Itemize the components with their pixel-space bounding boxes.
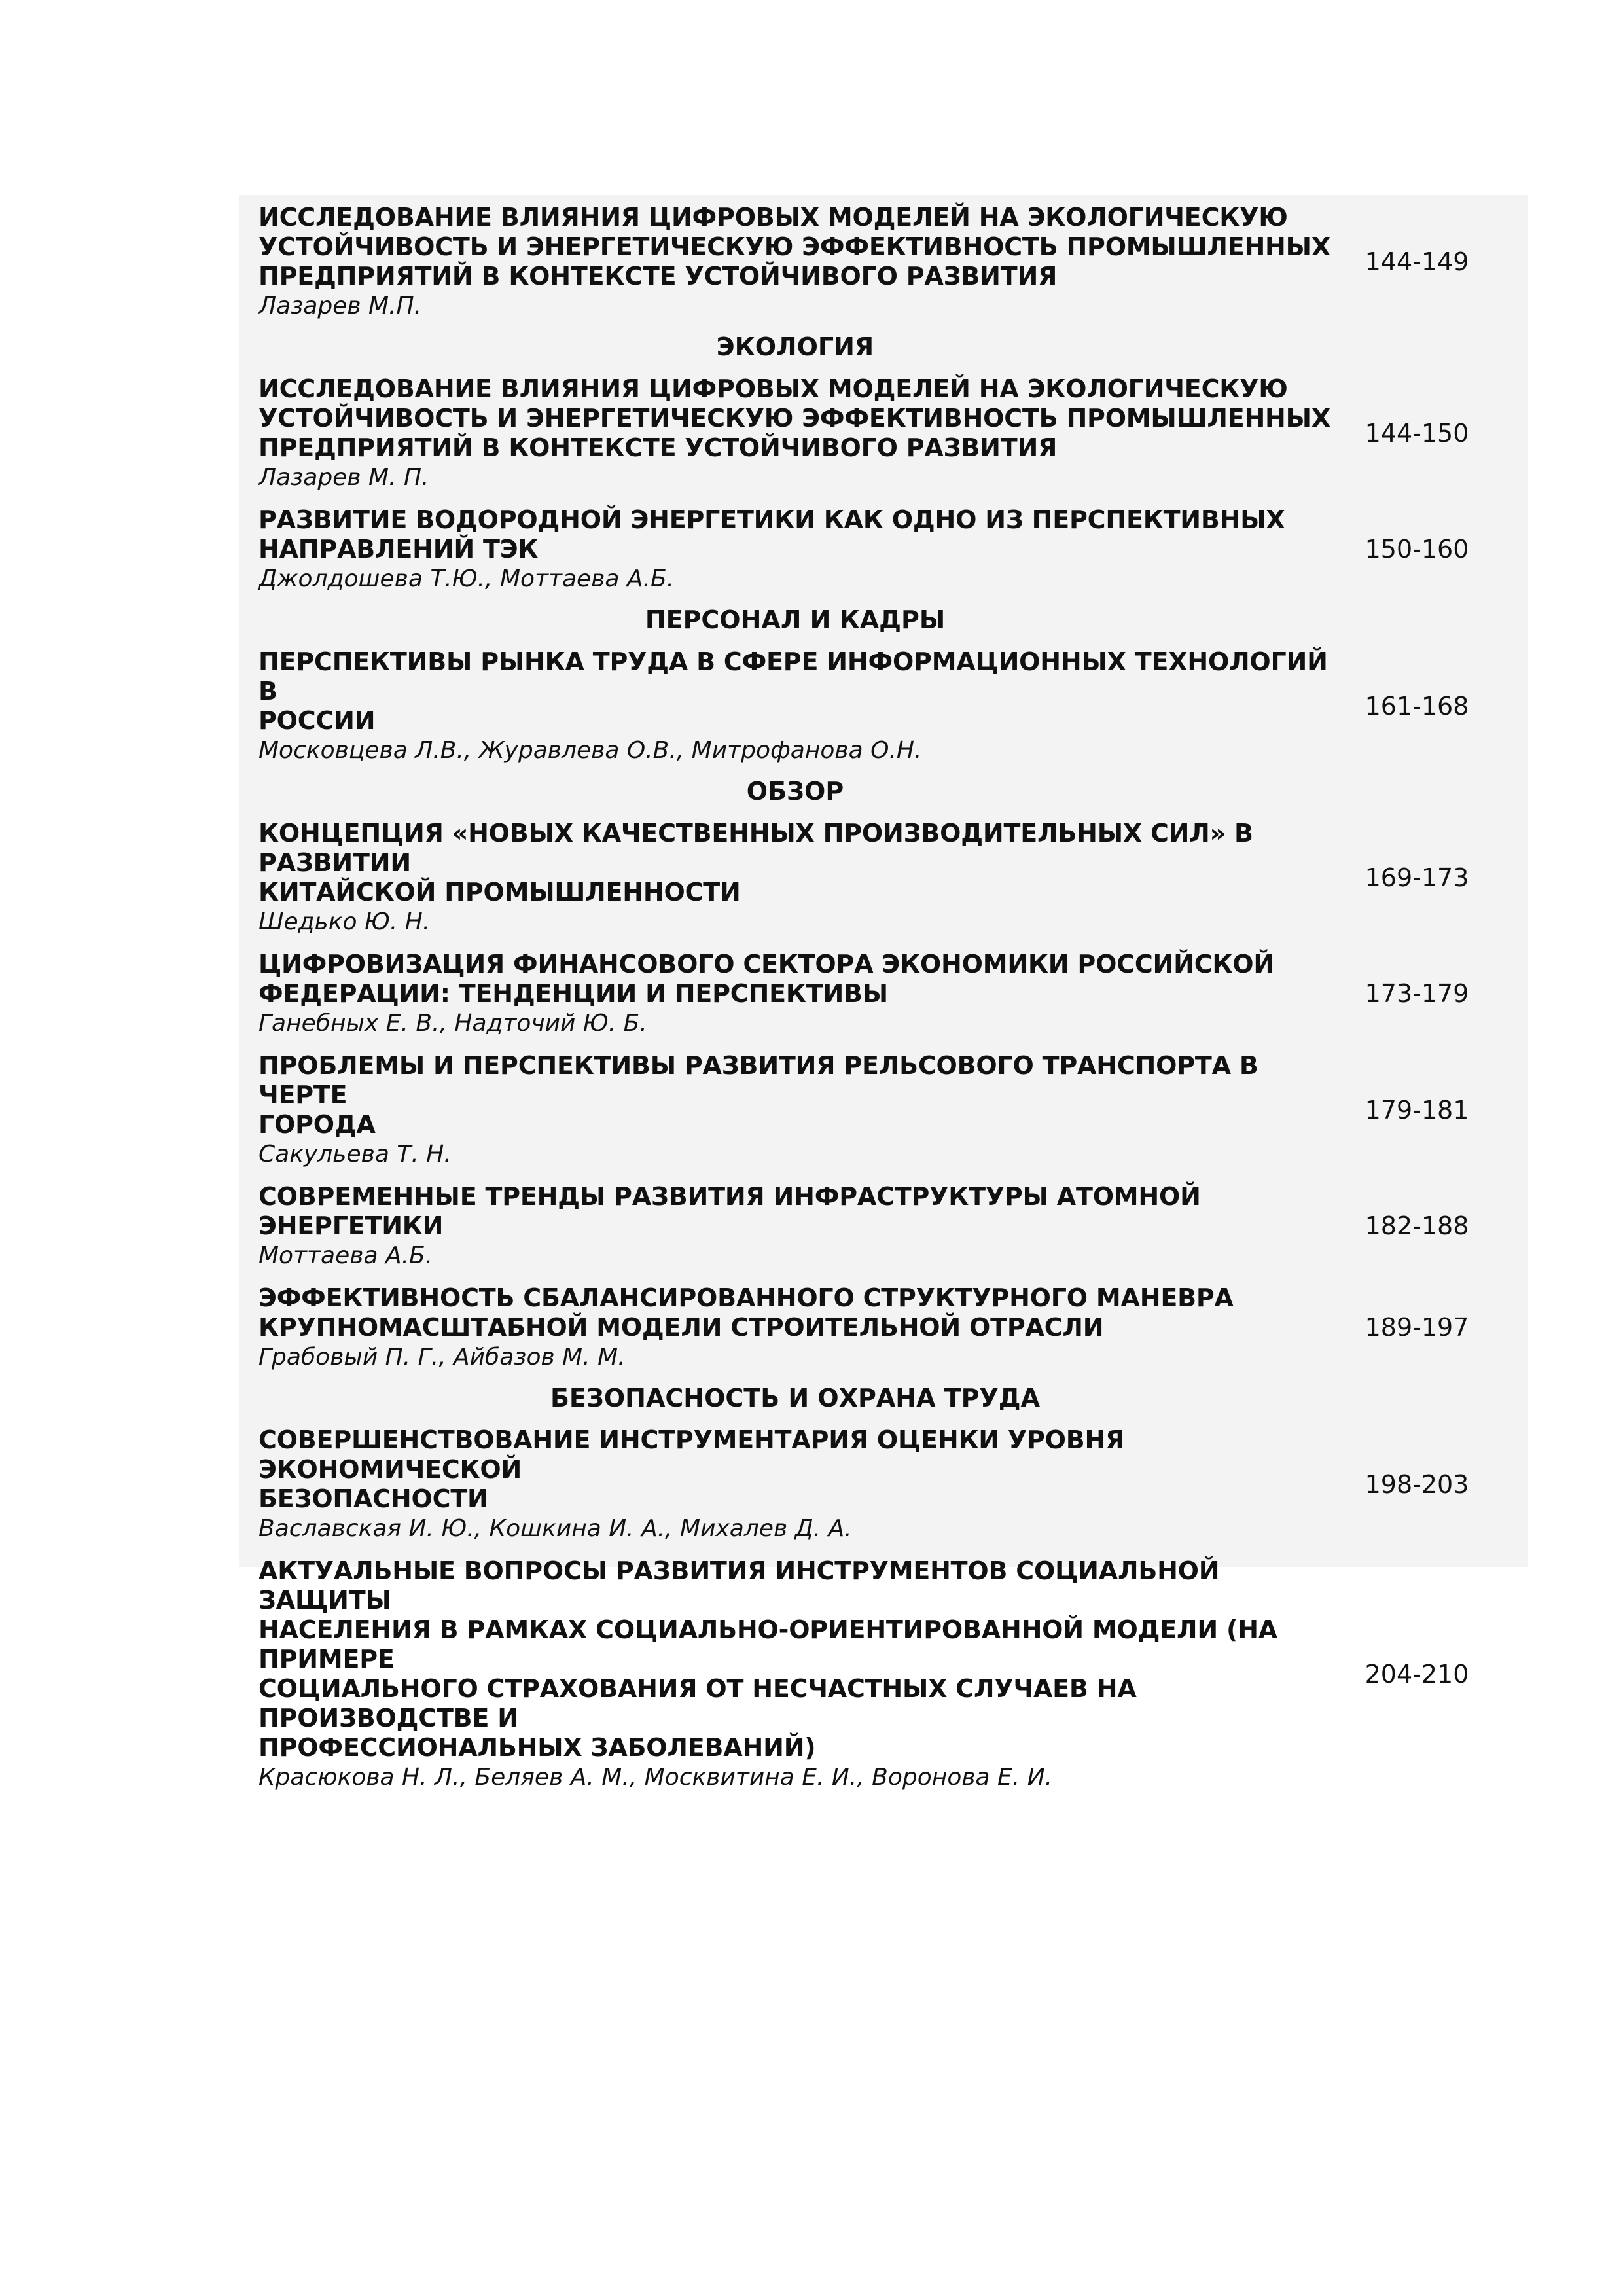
- page-range: 173-179: [1364, 979, 1469, 1008]
- article-title-line: ИССЛЕДОВАНИЕ ВЛИЯНИЯ ЦИФРОВЫХ МОДЕЛЕЙ НА ЭКОЛОГИЧЕСКУЮ: [259, 374, 1288, 403]
- article-authors: Джолдошева Т.Ю., Моттаева А.Б.: [259, 565, 675, 592]
- article-authors: Лазарев М.П.: [259, 293, 422, 319]
- article-authors: Сакульева Т. Н.: [259, 1141, 452, 1168]
- table-of-contents: [239, 195, 1528, 1791]
- section-heading: ОБЗОР: [746, 777, 844, 806]
- article-authors: Грабовый П. Г., Айбазов М. М.: [259, 1344, 626, 1371]
- entry-text: [259, 819, 1332, 937]
- entry-text: [259, 647, 1332, 765]
- article-title-line: ГОРОДА: [259, 1110, 376, 1139]
- article-title-line: РАЗВИТИЕ ВОДОРОДНОЙ ЭНЕРГЕТИКИ КАК ОДНО ИЗ ПЕРСПЕКТИВНЫХ: [259, 505, 1285, 534]
- article-authors: Ваславская И. Ю., Кошкина И. А., Михалев Д. А.: [259, 1515, 852, 1542]
- toc-entry: [259, 505, 1508, 594]
- article-title-line: КИТАЙСКОЙ ПРОМЫШЛЕННОСТИ: [259, 878, 741, 906]
- page-range: 182-188: [1364, 1211, 1469, 1240]
- article-title-line: ПЕРСПЕКТИВЫ РЫНКА ТРУДА В СФЕРЕ ИНФОРМАЦИОННЫХ ТЕХНОЛОГИЙ В: [259, 647, 1328, 706]
- article-title-line: СОВЕРШЕНСТВОВАНИЕ ИНСТРУМЕНТАРИЯ ОЦЕНКИ УРОВНЯ ЭКОНОМИЧЕСКОЙ: [259, 1426, 1125, 1484]
- article-title-line: КОНЦЕПЦИЯ «НОВЫХ КАЧЕСТВЕННЫХ ПРОИЗВОДИТЕЛЬНЫХ СИЛ» В РАЗВИТИИ: [259, 819, 1253, 877]
- page-range: 144-149: [1364, 247, 1469, 276]
- toc-entry: [259, 1426, 1508, 1543]
- toc-entry: [259, 1556, 1508, 1792]
- article-title-line: ПРЕДПРИЯТИЙ В КОНТЕКСТЕ УСТОЙЧИВОГО РАЗВИТИЯ: [259, 433, 1058, 462]
- entry-text: [259, 1283, 1332, 1372]
- page-range: 198-203: [1364, 1469, 1469, 1499]
- article-authors: Лазарев М. П.: [259, 464, 429, 491]
- article-title-line: УСТОЙЧИВОСТЬ И ЭНЕРГЕТИЧЕСКУЮ ЭФФЕКТИВНОСТЬ ПРОМЫШЛЕННЫХ: [259, 232, 1330, 261]
- page-range: 161-168: [1364, 691, 1469, 721]
- toc-entry: [259, 1283, 1508, 1372]
- article-title-line: ПРОБЛЕМЫ И ПЕРСПЕКТИВЫ РАЗВИТИЯ РЕЛЬСОВОГО ТРАНСПОРТА В ЧЕРТЕ: [259, 1051, 1258, 1109]
- article-authors: Ганебных Е. В., Надточий Ю. Б.: [259, 1010, 647, 1037]
- article-title-line: НАПРАВЛЕНИЙ ТЭК: [259, 535, 539, 564]
- toc-entry: [259, 1182, 1508, 1270]
- page-range: 179-181: [1364, 1095, 1469, 1124]
- toc-entry: [259, 950, 1508, 1038]
- entry-text: [259, 950, 1332, 1038]
- toc-entry: [259, 374, 1508, 492]
- page-range: 169-173: [1364, 863, 1469, 892]
- article-authors: Моттаева А.Б.: [259, 1242, 433, 1269]
- entry-text: [259, 1051, 1332, 1169]
- page-range: 150-160: [1364, 535, 1469, 564]
- section-heading: ЭКОЛОГИЯ: [716, 332, 874, 361]
- article-authors: Красюкова Н. Л., Беляев А. М., Москвитина Е. И., Воронова Е. И.: [259, 1764, 1053, 1791]
- toc-list: [259, 203, 1508, 1805]
- page-range: 204-210: [1364, 1659, 1469, 1689]
- article-title-line: БЕЗОПАСНОСТИ: [259, 1484, 488, 1513]
- entry-text: [259, 505, 1332, 594]
- page-range: 144-150: [1364, 418, 1469, 448]
- toc-entry: [259, 819, 1508, 937]
- article-title-line: ПРЕДПРИЯТИЙ В КОНТЕКСТЕ УСТОЙЧИВОГО РАЗВИТИЯ: [259, 262, 1058, 291]
- article-authors: Шедько Ю. Н.: [259, 908, 431, 935]
- article-title-line: ЭФФЕКТИВНОСТЬ СБАЛАНСИРОВАННОГО СТРУКТУРНОГО МАНЕВРА: [259, 1283, 1234, 1312]
- section-heading: ПЕРСОНАЛ И КАДРЫ: [645, 605, 946, 634]
- article-title-line: КРУПНОМАСШТАБНОЙ МОДЕЛИ СТРОИТЕЛЬНОЙ ОТРАСЛИ: [259, 1313, 1104, 1342]
- entry-text: [259, 1426, 1332, 1543]
- page-range: 189-197: [1364, 1313, 1469, 1342]
- entry-text: [259, 203, 1332, 321]
- article-authors: Московцева Л.В., Журавлева О.В., Митрофанова О.Н.: [259, 737, 922, 764]
- article-title-line: РОССИИ: [259, 706, 376, 735]
- article-title-line: ЦИФРОВИЗАЦИЯ ФИНАНСОВОГО СЕКТОРА ЭКОНОМИКИ РОССИЙСКОЙ: [259, 950, 1275, 978]
- toc-entry: [259, 1051, 1508, 1169]
- toc-entry: [259, 647, 1508, 765]
- article-title-line: СОЦИАЛЬНОГО СТРАХОВАНИЯ ОТ НЕСЧАСТНЫХ СЛУЧАЕВ НА ПРОИЗВОДСТВЕ И: [259, 1674, 1137, 1732]
- article-title-line: АКТУАЛЬНЫЕ ВОПРОСЫ РАЗВИТИЯ ИНСТРУМЕНТОВ СОЦИАЛЬНОЙ ЗАЩИТЫ: [259, 1556, 1220, 1615]
- article-title-line: УСТОЙЧИВОСТЬ И ЭНЕРГЕТИЧЕСКУЮ ЭФФЕКТИВНОСТЬ ПРОМЫШЛЕННЫХ: [259, 404, 1330, 433]
- article-title-line: НАСЕЛЕНИЯ В РАМКАХ СОЦИАЛЬНО-ОРИЕНТИРОВАННОЙ МОДЕЛИ (НА ПРИМЕРЕ: [259, 1615, 1278, 1674]
- article-title-line: ПРОФЕССИОНАЛЬНЫХ ЗАБОЛЕВАНИЙ): [259, 1733, 816, 1762]
- article-title-line: ИССЛЕДОВАНИЕ ВЛИЯНИЯ ЦИФРОВЫХ МОДЕЛЕЙ НА ЭКОЛОГИЧЕСКУЮ: [259, 203, 1288, 232]
- article-title-line: СОВРЕМЕННЫЕ ТРЕНДЫ РАЗВИТИЯ ИНФРАСТРУКТУРЫ АТОМНОЙ ЭНЕРГЕТИКИ: [259, 1182, 1201, 1240]
- entry-text: [259, 1556, 1332, 1792]
- article-title-line: ФЕДЕРАЦИИ: ТЕНДЕНЦИИ И ПЕРСПЕКТИВЫ: [259, 979, 888, 1008]
- toc-entry: [259, 203, 1508, 321]
- entry-text: [259, 1182, 1332, 1270]
- entry-text: [259, 374, 1332, 492]
- section-heading: БЕЗОПАСНОСТЬ И ОХРАНА ТРУДА: [550, 1384, 1041, 1412]
